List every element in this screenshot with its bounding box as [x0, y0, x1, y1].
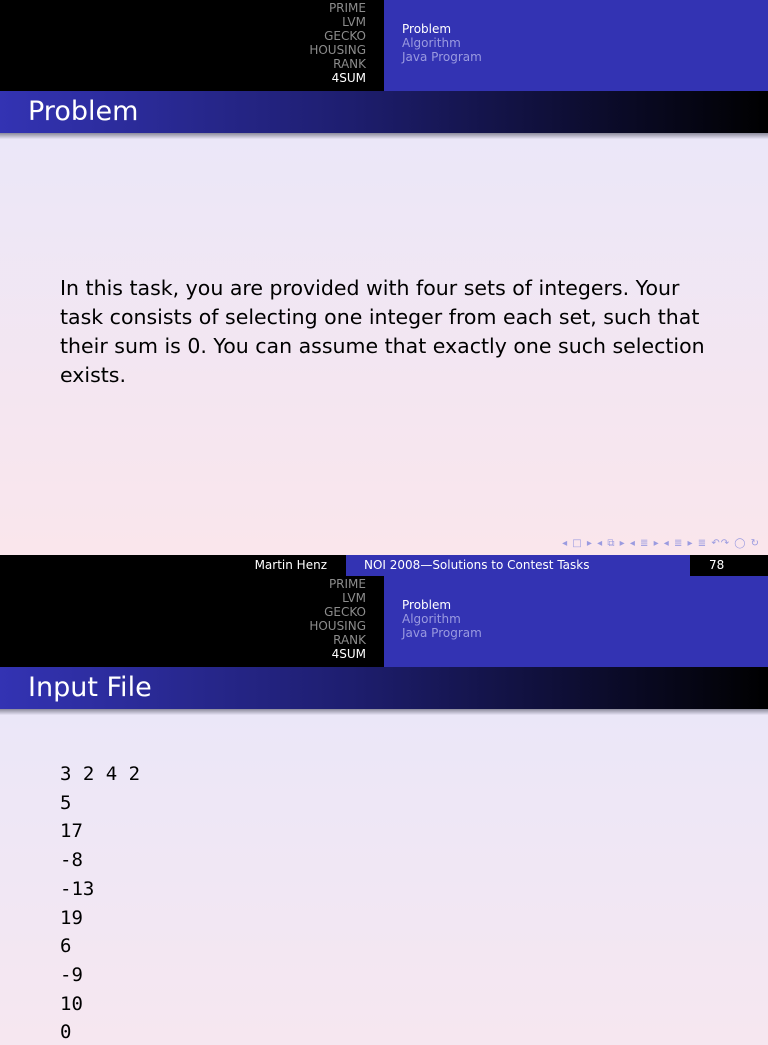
slide-body — [0, 715, 768, 1045]
section-rank[interactable]: RANK — [333, 633, 366, 647]
subsection-java-program[interactable]: Java Program — [402, 50, 482, 64]
section-gecko[interactable]: GECKO — [324, 605, 366, 619]
code-line: 3 2 4 2 — [60, 763, 141, 785]
section-4sum[interactable]: 4SUM — [331, 647, 366, 661]
beamer-nav-icons[interactable]: ◂ □ ▸ ◂ ⧉ ▸ ◂ ≣ ▸ ◂ ≣ ▸ ≣ ↶↷ ◯ ↻ — [562, 538, 760, 549]
section-housing[interactable]: HOUSING — [309, 619, 366, 633]
section-4sum[interactable]: 4SUM — [331, 71, 366, 85]
code-line: 10 — [60, 992, 83, 1015]
section-rank[interactable]: RANK — [333, 57, 366, 71]
subsection-problem[interactable]: Problem — [402, 22, 452, 36]
section-nav — [0, 0, 384, 91]
footer-author: Martin Henz — [254, 558, 327, 572]
code-line: 17 — [60, 820, 83, 843]
problem-text: In this task, you are provided with four sets of integers. Your task consists of selecting one integer from each set, such that their sum is 0. You can assume that exactly one such selection exists. — [60, 276, 705, 387]
code-line: 6 — [60, 935, 72, 958]
section-lvm[interactable]: LVM — [342, 591, 366, 605]
section-housing[interactable]: HOUSING — [309, 43, 366, 57]
subsection-problem[interactable]: Problem — [402, 598, 452, 612]
section-gecko[interactable]: GECKO — [324, 29, 366, 43]
slide-input-file — [0, 576, 768, 1045]
section-prime[interactable]: PRIME — [328, 1, 366, 15]
section-lvm[interactable]: LVM — [342, 15, 366, 29]
frame-title-bar — [0, 91, 768, 133]
footer-title-box — [346, 555, 690, 576]
frame-title: Input File — [28, 672, 152, 703]
headline — [0, 576, 768, 667]
frame-title: Problem — [28, 96, 139, 127]
code-line: 19 — [60, 906, 83, 929]
footline — [0, 555, 768, 576]
code-line: 5 — [60, 791, 72, 814]
frame-title-bar — [0, 667, 768, 709]
subsection-nav — [384, 576, 768, 667]
footer-title: NOI 2008—Solutions to Contest Tasks — [364, 558, 590, 572]
footer-page-box — [690, 555, 768, 576]
code-line: -13 — [60, 877, 95, 900]
headline — [0, 0, 768, 91]
code-line: -8 — [60, 849, 83, 872]
subsection-java-program[interactable]: Java Program — [402, 626, 482, 640]
input-file-listing — [60, 760, 140, 1045]
subsection-nav — [384, 0, 768, 91]
code-line: 0 — [60, 1021, 72, 1044]
subsection-algorithm[interactable]: Algorithm — [402, 612, 461, 626]
page-number: 78 — [709, 558, 725, 572]
footer-author-box — [0, 555, 346, 576]
section-nav — [0, 576, 384, 667]
subsection-algorithm[interactable]: Algorithm — [402, 36, 461, 50]
code-line: -9 — [60, 963, 83, 986]
slide-body — [0, 139, 768, 555]
section-prime[interactable]: PRIME — [328, 577, 366, 591]
